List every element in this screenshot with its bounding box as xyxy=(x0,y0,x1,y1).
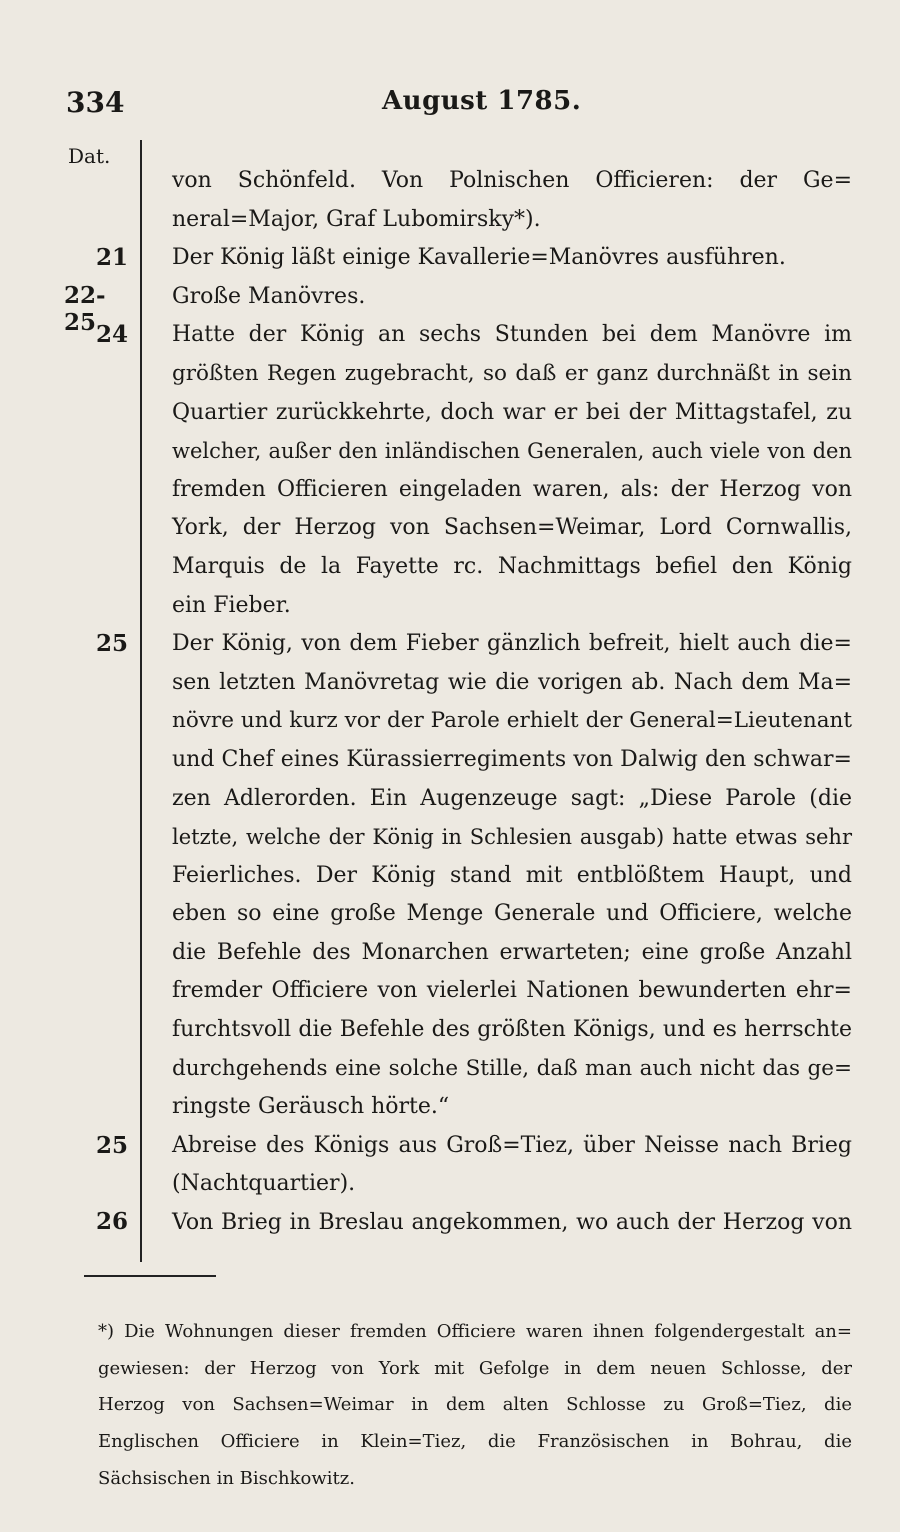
text-line: durchgehends eine solche Stille, daß man auch nicht das ge= xyxy=(172,1055,852,1081)
page-heading: August 1785. xyxy=(382,86,582,116)
text-line: Der König läßt einige Kavallerie=Manövres ausführen. xyxy=(172,245,786,271)
text-line: letzte, welche der König in Schlesien ausgab) hatte etwas sehr xyxy=(172,825,852,850)
date-entry: 26 xyxy=(95,1208,128,1235)
footnote-line: Sächsischen in Bischkowitz. xyxy=(98,1467,355,1489)
text-line: Feierliches. Der König stand mit entblößtem Haupt, und xyxy=(172,862,852,888)
text-line: Der König, von dem Fieber gänzlich befreit, hielt auch die= xyxy=(172,631,852,657)
footnote-line: Herzog von Sachsen=Weimar in dem alten Schlosse zu Groß=Tiez, die xyxy=(98,1394,852,1416)
date-entry: 25 xyxy=(95,1132,128,1159)
text-line: sen letzten Manövretag wie die vorigen ab. Nach dem Ma= xyxy=(172,669,852,695)
date-column-label: Dat. xyxy=(68,144,111,168)
text-line: ringste Geräusch hörte.“ xyxy=(172,1094,450,1120)
body-text xyxy=(172,162,852,1243)
column-divider xyxy=(140,140,142,1262)
text-line: die Befehle des Monarchen erwarteten; eine große Anzahl xyxy=(172,939,852,965)
text-line: növre und kurz vor der Parole erhielt der General=Lieutenant xyxy=(172,708,852,734)
text-line: fremden Officieren eingeladen waren, als: der Herzog von xyxy=(172,476,852,502)
text-line: zen Adlerorden. Ein Augenzeuge sagt: „Diese Parole (die xyxy=(172,785,852,811)
text-line: Abreise des Königs aus Groß=Tiez, über Neisse nach Brieg xyxy=(172,1132,852,1158)
page-number: 334 xyxy=(66,86,125,119)
date-entry: 24 xyxy=(95,321,128,348)
footnote-rule xyxy=(84,1275,216,1277)
text-line: Von Brieg in Breslau angekommen, wo auch der Herzog von xyxy=(172,1210,852,1236)
text-line: York, der Herzog von Sachsen=Weimar, Lord Cornwallis, xyxy=(172,515,852,541)
text-line: Große Manövres. xyxy=(172,283,366,309)
running-head xyxy=(66,86,860,126)
text-line: ein Fieber. xyxy=(172,592,291,618)
text-line: und Chef eines Kürassierregiments von Dalwig den schwar= xyxy=(172,746,852,772)
footnote-line: gewiesen: der Herzog von York mit Gefolge in dem neuen Schlosse, der xyxy=(98,1357,852,1379)
text-line: furchtsvoll die Befehle des größten Königs, und es herrschte xyxy=(172,1017,852,1043)
text-line: neral=Major, Graf Lubomirsky*). xyxy=(172,206,541,232)
text-line: (Nachtquartier). xyxy=(172,1171,356,1197)
text-line: welcher, außer den inländischen Generalen, auch viele von den xyxy=(172,439,852,464)
text-line: Marquis de la Fayette rc. Nachmittags befiel den König xyxy=(172,553,852,579)
date-entry: 21 xyxy=(95,244,128,271)
text-line: Hatte der König an sechs Stunden bei dem Manövre im xyxy=(172,322,852,348)
footnote xyxy=(98,1314,852,1497)
text-line: größten Regen zugebracht, so daß er ganz durchnäßt in sein xyxy=(172,360,852,386)
text-line: fremder Officiere von vielerlei Nationen bewunderten ehr= xyxy=(172,978,852,1004)
text-line: von Schönfeld. Von Polnischen Officieren: der Ge= xyxy=(172,168,852,193)
date-entry: 25 xyxy=(95,630,128,657)
text-line: Quartier zurückkehrte, doch war er bei der Mittagstafel, zu xyxy=(172,399,852,425)
footnote-line: *) Die Wohnungen dieser fremden Officiere waren ihnen folgendergestalt an= xyxy=(98,1321,852,1342)
text-line: eben so eine große Menge Generale und Officiere, welche xyxy=(172,901,852,927)
footnote-line: Englischen Officiere in Klein=Tiez, die Französischen in Bohrau, die xyxy=(98,1431,852,1453)
date-entry: 22-25 xyxy=(64,282,106,336)
